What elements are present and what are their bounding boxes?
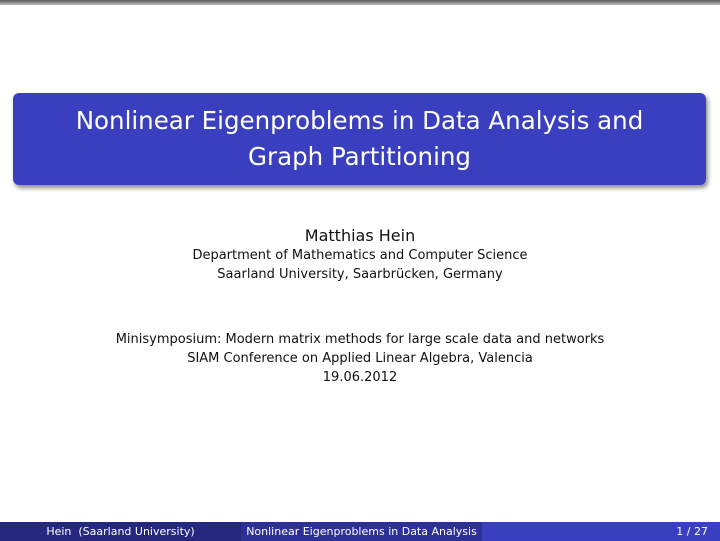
event-line: SIAM Conference on Applied Linear Algebra, Valencia bbox=[187, 351, 533, 366]
author-name: Matthias Hein bbox=[304, 226, 416, 245]
affiliation-line: Saarland University, Saarbrücken, Germany bbox=[217, 267, 503, 282]
footer-author bbox=[0, 522, 241, 541]
title-box bbox=[13, 93, 706, 185]
event-block bbox=[0, 330, 720, 387]
slide-title: Nonlinear Eigenproblems in Data Analysis and Graph Partitioning bbox=[75, 106, 644, 171]
footer-title bbox=[241, 522, 482, 541]
event-date: 19.06.2012 bbox=[322, 370, 398, 385]
footer-page bbox=[482, 522, 720, 541]
footer-bar bbox=[0, 522, 720, 541]
footer-title-text: Nonlinear Eigenproblems in Data Analysis bbox=[246, 525, 477, 538]
event-line: Minisymposium: Modern matrix methods for large scale data and networks bbox=[115, 332, 605, 347]
affiliation-block bbox=[0, 246, 720, 284]
page-number: 1 / 27 bbox=[676, 525, 708, 538]
affiliation-line: Department of Mathematics and Computer Science bbox=[192, 248, 528, 263]
footer-author-text: Hein (Saarland University) bbox=[46, 525, 195, 538]
top-rule bbox=[0, 0, 720, 5]
